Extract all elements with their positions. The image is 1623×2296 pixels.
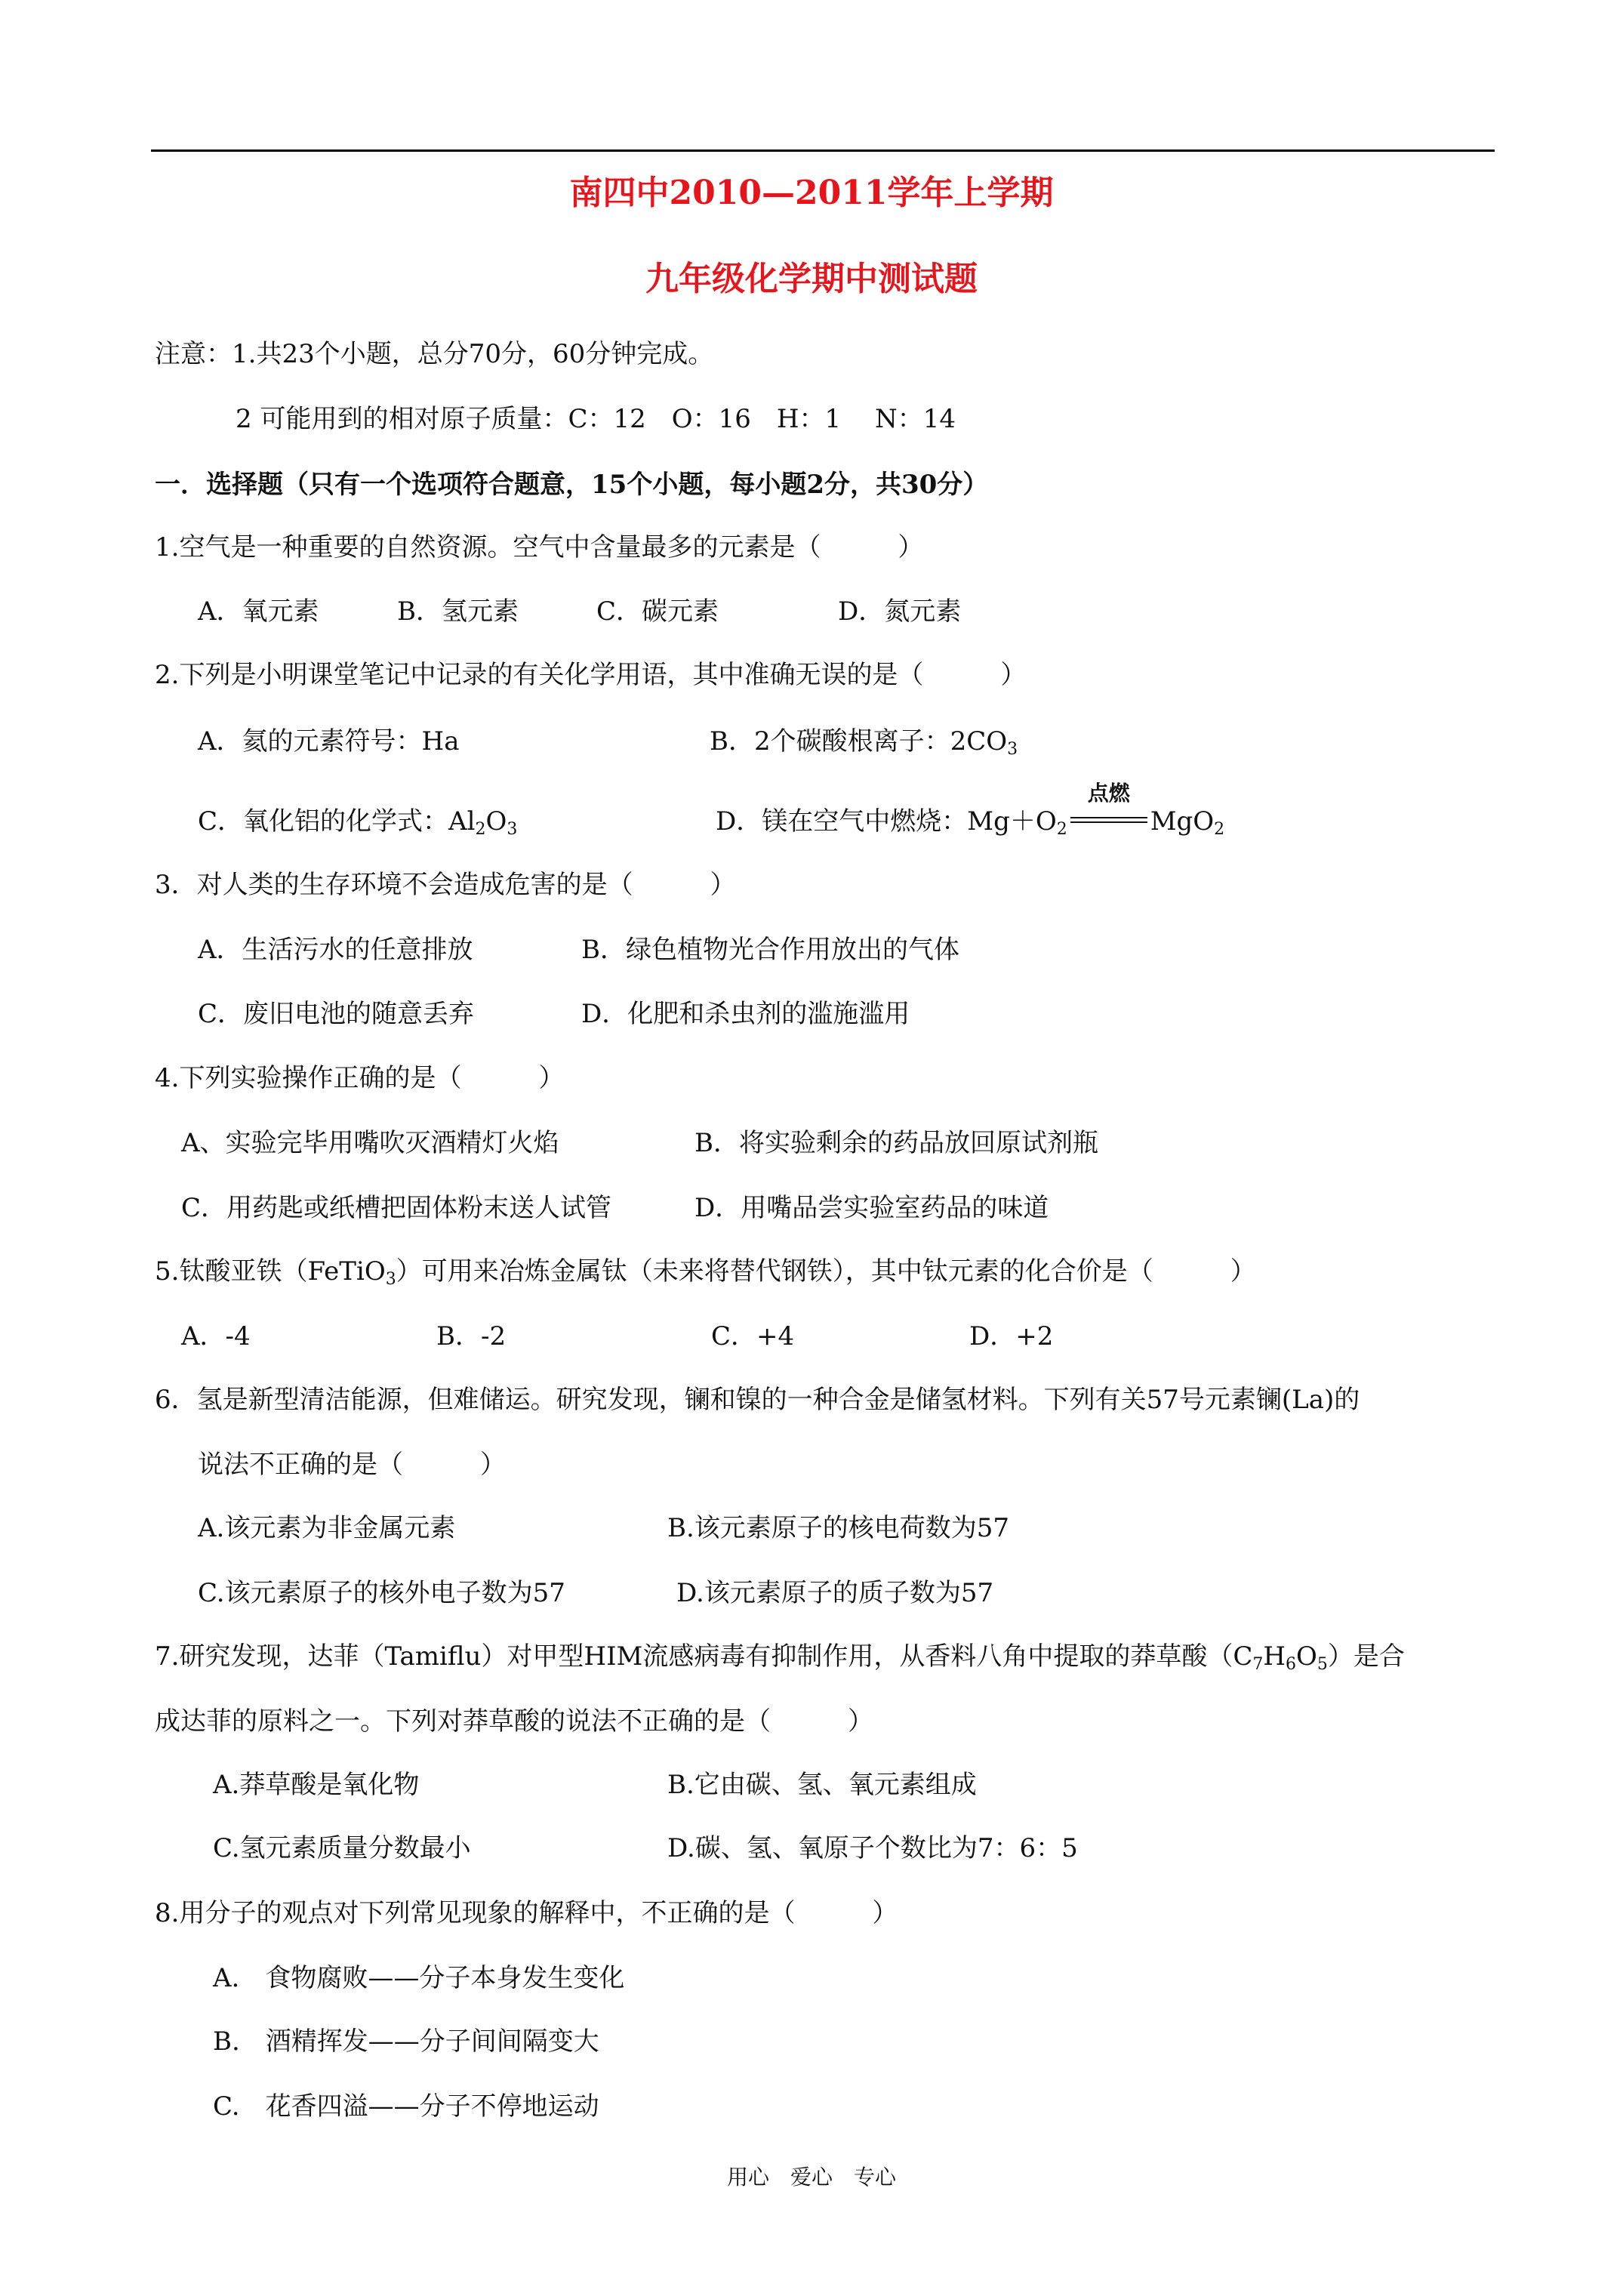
- q5-option-a: A．-4: [181, 1321, 251, 1351]
- question-3-stem: 3．对人类的生存环境不会造成危害的是（ ）: [155, 870, 736, 900]
- section-heading: 一．选择题（只有一个选项符合题意，15个小题，每小题2分，共30分）: [155, 470, 989, 500]
- question-1-stem: 1.空气是一种重要的自然资源。空气中含量最多的元素是（ ）: [155, 532, 924, 562]
- q1-option-b: B．氢元素: [397, 596, 519, 627]
- question-6-stem-line2: 说法不正确的是（ ）: [198, 1450, 506, 1480]
- q7-option-b: B.它由碳、氢、氧元素组成: [667, 1770, 977, 1800]
- q2-option-a: A．氦的元素符号：Ha: [198, 726, 460, 757]
- q4-option-d: D．用嘴品尝实验室药品的味道: [694, 1193, 1049, 1223]
- q7-option-c: C.氢元素质量分数最小: [213, 1833, 471, 1863]
- q2-option-b: B．2个碳酸根离子：$2CO_3$: [710, 726, 1018, 759]
- q6-option-d: D.该元素原子的质子数为57: [676, 1578, 994, 1608]
- q8-option-b: B. 酒精挥发——分子间间隔变大: [213, 2026, 599, 2057]
- exam-title: 南四中2010—2011学年上学期: [569, 174, 1054, 212]
- q8-option-a: A. 食物腐败——分子本身发生变化: [213, 1963, 625, 1993]
- note-1: 注意：1.共23个小题，总分70分，60分钟完成。: [155, 339, 714, 369]
- question-2-stem: 2.下列是小明课堂笔记中记录的有关化学用语，其中准确无误的是（ ）: [155, 660, 1027, 690]
- q4-option-b: B．将实验剩余的药品放回原试剂瓶: [694, 1128, 1098, 1158]
- q8-option-c: C. 花香四溢——分子不停地运动: [213, 2091, 599, 2122]
- page-footer: 用心 爱心 专心: [726, 2165, 896, 2190]
- q2-option-c: C．氧化铝的化学式：$Al_2O_3$: [198, 806, 518, 839]
- question-7-stem-line1: 7.研究发现，达菲（Tamiflu）对甲型HIM流感病毒有抑制作用，从香料八角中提取的莽草酸$(C_7H_6O_5)$是合: [155, 1641, 1405, 1674]
- q7-option-d: D.碳、氢、氧原子个数比为7：6：5: [667, 1833, 1078, 1863]
- q1-option-c: C．碳元素: [596, 596, 719, 627]
- q3-option-d: D．化肥和杀虫剂的滥施滥用: [581, 999, 910, 1029]
- question-6-stem-line1: 6．氢是新型清洁能源，但难储运。研究发现，镧和镍的一种合金是储氢材料。下列有关57号元素镧(La)的: [155, 1385, 1360, 1415]
- question-4-stem: 4.下列实验操作正确的是（ ）: [155, 1063, 565, 1093]
- q2-option-d: D．镁在空气中燃烧：$Mg+O_2$ 点燃 MgO$_2$: [716, 781, 1225, 839]
- question-8-stem: 8.用分子的观点对下列常见现象的解释中，不正确的是（ ）: [155, 1898, 898, 1928]
- q6-option-b: B.该元素原子的核电荷数为57: [667, 1513, 1010, 1543]
- q6-option-c: C.该元素原子的核外电子数为57: [198, 1578, 565, 1608]
- question-7-stem-line2: 成达菲的原料之一。下列对莽草酸的说法不正确的是（ ）: [155, 1706, 873, 1737]
- header-rule: [151, 149, 1495, 152]
- q1-option-a: A．氧元素: [198, 596, 319, 627]
- reaction-condition-arrow: [1067, 781, 1150, 838]
- q5-option-c: C．+4: [711, 1321, 795, 1351]
- exam-subtitle: 九年级化学期中测试题: [645, 260, 978, 298]
- q3-option-c: C．废旧电池的随意丢弃: [198, 999, 475, 1029]
- q4-option-a: A、实验完毕用嘴吹灭酒精灯火焰: [181, 1128, 559, 1158]
- q5-option-d: D．+2: [969, 1321, 1054, 1351]
- q4-option-c: C．用药匙或纸槽把固体粉末送人试管: [181, 1193, 612, 1223]
- q1-option-d: D．氮元素: [838, 596, 962, 627]
- reaction-condition-label: 点燃: [1087, 781, 1130, 806]
- note-2: 2 可能用到的相对原子质量：C：12 O：16 H：1 N：14: [236, 404, 956, 434]
- q3-option-a: A．生活污水的任意排放: [198, 935, 473, 965]
- q6-option-a: A.该元素为非金属元素: [198, 1513, 456, 1543]
- q7-option-a: A.莽草酸是氧化物: [213, 1770, 420, 1800]
- q3-option-b: B．绿色植物光合作用放出的气体: [581, 935, 959, 965]
- question-5-stem: 5.钛酸亚铁（FeTiO$_3$）可用来冶炼金属钛（未来将替代钢铁），其中钛元素的化合价是（ ）: [155, 1256, 1256, 1289]
- q5-option-b: B．-2: [436, 1321, 507, 1351]
